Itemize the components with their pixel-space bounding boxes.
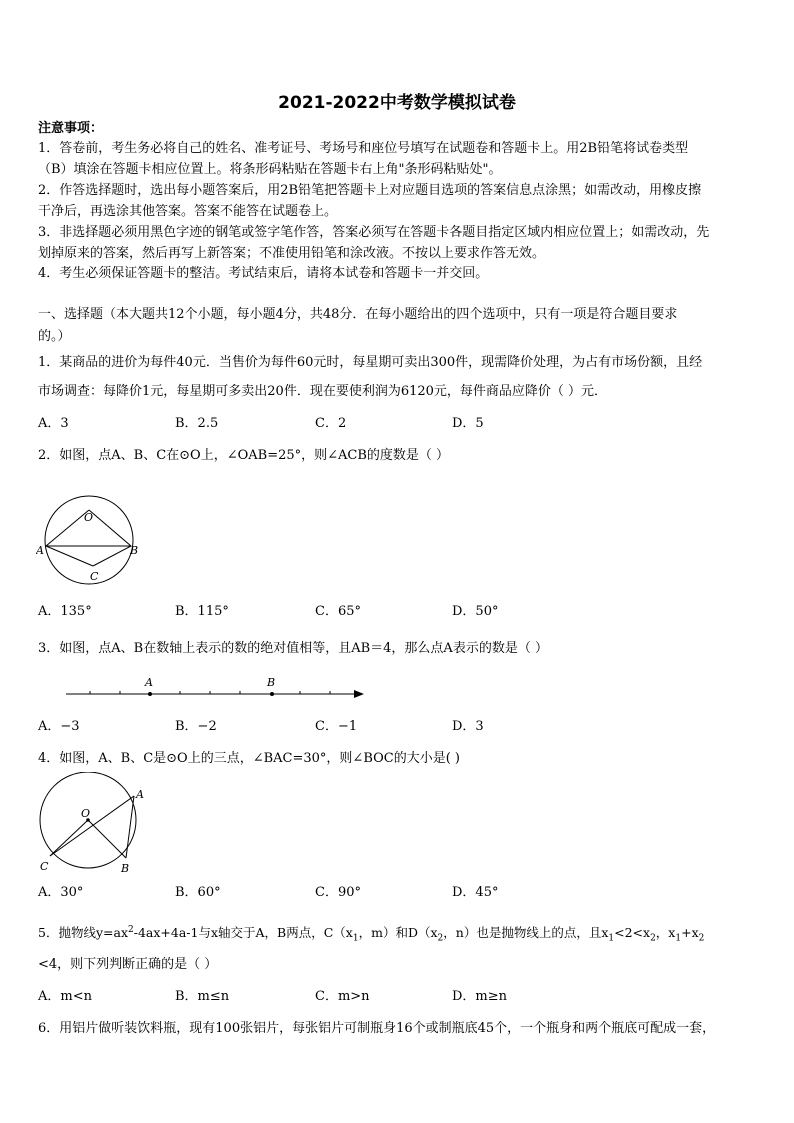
q4-label-a: A	[136, 788, 144, 801]
q2-choice-c[interactable]: C．65°	[315, 604, 361, 619]
q5-text-fragment: 5．抛物线y=ax	[38, 925, 128, 941]
q2-label-a: A	[36, 544, 44, 557]
notice-line: 1．答卷前，考生务必将自己的姓名、准考证号、考场号和座位号填写在试题卷和答题卡上。用2B铅笔将试卷类型	[38, 141, 689, 156]
question-3-text: 3．如图，点A、B在数轴上表示的数的绝对值相等，且AB＝4，那么点A表示的数是（ ）	[38, 641, 548, 656]
notice-heading: 注意事项：	[38, 121, 104, 136]
q5-subscript: 1	[352, 933, 359, 944]
q5-text-fragment: -4ax+4a-1与x轴交于A，B两点，C（x	[133, 925, 353, 941]
q1-choice-d[interactable]: D．5	[452, 416, 484, 431]
q1-choice-a[interactable]: A．3	[38, 416, 69, 431]
q5-choice-b[interactable]: B．m≤n	[175, 989, 230, 1004]
question-4-text: 4．如图，A、B、C是⊙O上的三点，∠BAC=30°，则∠BOC的大小是( )	[38, 751, 460, 766]
q3-label-b: B	[267, 676, 276, 689]
question-5-text: <4，则下列判断正确的是（ ）	[38, 957, 218, 972]
q1-choice-b[interactable]: B．2.5	[175, 416, 219, 431]
q5-text-fragment: ，x	[655, 925, 676, 941]
notice-line: 3．非选择题必须用黑色字迹的钢笔或签字笔作答，答案必须写在答题卡各题目指定区域内相应位置上；如需改动，先	[38, 225, 710, 240]
q2-circle-figure	[36, 480, 142, 586]
q3-choice-b[interactable]: B．−2	[175, 719, 217, 734]
q2-label-b: B	[130, 544, 139, 557]
q5-subscript: 2	[437, 933, 444, 944]
section-heading: 一、选择题（本大题共12个小题，每小题4分，共48分．在每小题给出的四个选项中，只有一项是符合题目要求	[38, 307, 678, 322]
q2-label-c: C	[90, 570, 99, 583]
page-title: 2021-2022中考数学模拟试卷	[278, 93, 516, 113]
notice-line: 划掉原来的答案，然后再写上新答案；不准使用铅笔和涂改液。不按以上要求作答无效。	[38, 246, 546, 261]
q2-label-o: O	[84, 511, 94, 524]
q4-label-c: C	[40, 860, 49, 873]
section-heading-cont: 的。）	[38, 329, 71, 344]
q1-choice-c[interactable]: C．2	[315, 416, 347, 431]
notice-line: 2．作答选择题时，选出每小题答案后，用2B铅笔把答题卡上对应题目选项的答案信息点涂黑；如需改动，用橡皮擦	[38, 183, 702, 198]
q4-choice-b[interactable]: B．60°	[175, 885, 221, 900]
notice-line: 干净后，再选涂其他答案。答案不能答在试题卷上。	[38, 204, 338, 219]
q5-subscript: 2	[650, 933, 656, 944]
q3-number-line-figure	[60, 672, 370, 704]
q5-text-fragment: <2<x	[614, 925, 651, 941]
q5-superscript: 2	[128, 925, 134, 935]
q3-choice-d[interactable]: D．3	[452, 719, 484, 734]
q5-subscript: 1	[608, 933, 615, 944]
question-1-text: 市场调查：每降价1元，每星期可多卖出20件．现在要使利润为6120元，每件商品应降价（ ）元．	[38, 384, 608, 399]
q3-choice-c[interactable]: C．−1	[315, 719, 358, 734]
q5-choice-a[interactable]: A．m<n	[38, 989, 92, 1004]
q5-subscript: 2	[698, 933, 705, 944]
question-6-text: 6．用铝片做听装饮料瓶，现有100张铝片，每张铝片可制瓶身16个或制瓶底45个，一个瓶身和两个瓶底可配成一套，	[38, 1021, 716, 1036]
q5-text-fragment: ，m）和D（x	[358, 925, 438, 941]
q4-label-b: B	[121, 862, 130, 875]
question-1-text: 1．某商品的进价为每件40元．当售价为每件60元时，每星期可卖出300件，现需降价处理，为占有市场份额，且经	[38, 355, 703, 370]
q2-choice-a[interactable]: A．135°	[38, 604, 92, 619]
q3-label-a: A	[145, 676, 153, 689]
q2-choice-b[interactable]: B．115°	[175, 604, 229, 619]
q5-text-fragment: ，n）也是抛物线上的点，且x	[443, 925, 609, 941]
q4-choice-a[interactable]: A．30°	[38, 885, 84, 900]
q2-choice-d[interactable]: D．50°	[452, 604, 499, 619]
notice-line: （B）填涂在答题卡相应位置上。将条形码粘贴在答题卡右上角"条形码粘贴处"。	[38, 162, 502, 177]
q5-text-fragment: +x	[681, 925, 699, 941]
q5-subscript: 1	[675, 933, 682, 944]
q4-choice-c[interactable]: C．90°	[315, 885, 361, 900]
q4-choice-d[interactable]: D．45°	[452, 885, 499, 900]
q5-choice-c[interactable]: C．m>n	[315, 989, 370, 1004]
q3-choice-a[interactable]: A．−3	[38, 719, 80, 734]
question-5-text	[38, 921, 704, 948]
question-2-text: 2．如图，点A、B、C在⊙O上，∠OAB=25°，则∠ACB的度数是（ ）	[38, 448, 450, 463]
q4-label-o: O	[81, 807, 91, 820]
q5-choice-d[interactable]: D．m≥n	[452, 989, 508, 1004]
q4-circle-figure	[36, 772, 152, 878]
notice-line: 4．考生必须保证答题卡的整洁。考试结束后，请将本试卷和答题卡一并交回。	[38, 266, 489, 281]
